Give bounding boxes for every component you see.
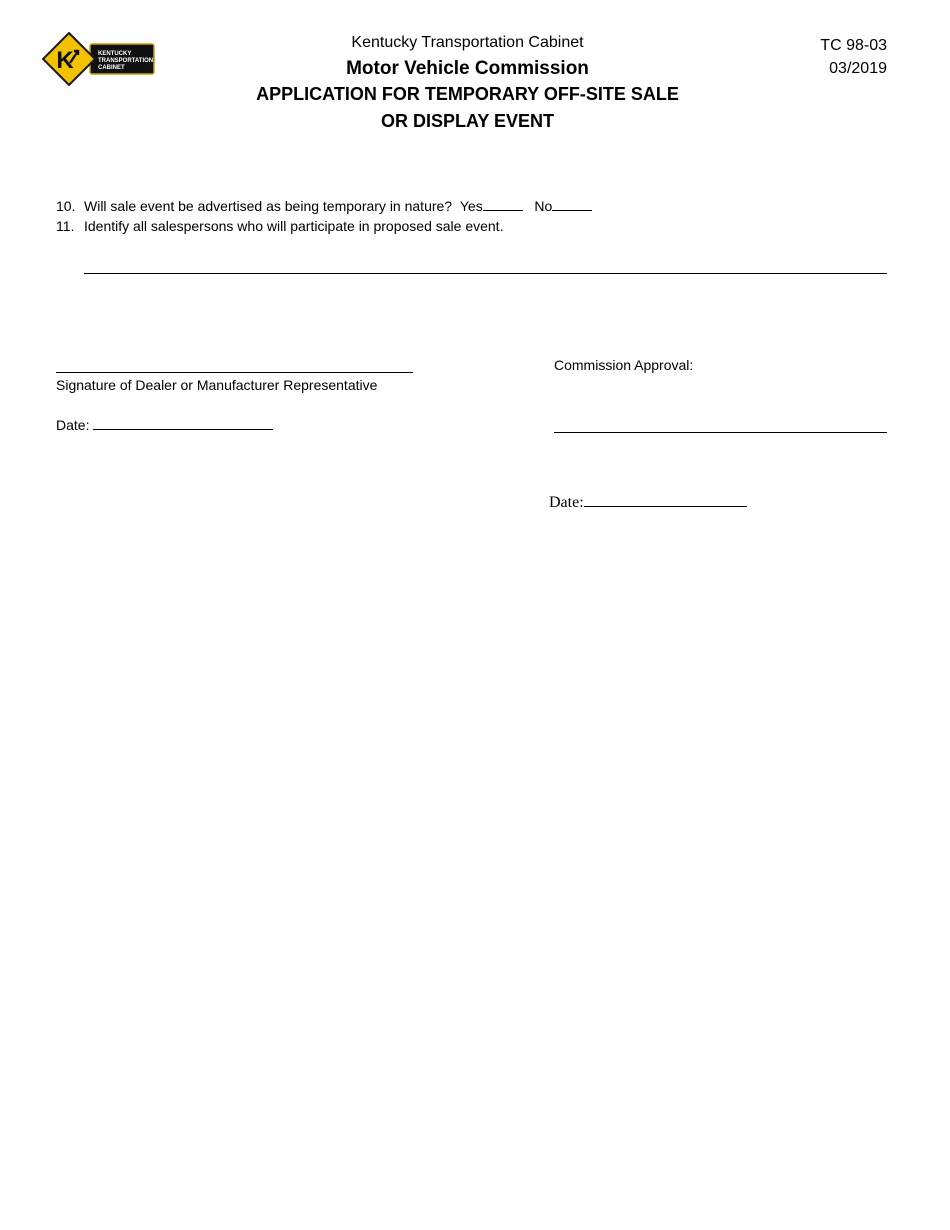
dealer-date-field[interactable] xyxy=(93,417,273,430)
commission-approval-signature-line[interactable] xyxy=(554,432,887,433)
question-11 xyxy=(56,218,503,234)
agency-name: Kentucky Transportation Cabinet xyxy=(351,34,584,51)
form-number: TC 98-03 xyxy=(820,37,887,54)
form-identifier xyxy=(820,34,887,80)
commission-approval-label: Commission Approval: xyxy=(554,357,694,373)
dealer-signature-line[interactable] xyxy=(56,372,413,373)
dealer-date xyxy=(56,417,273,433)
approval-date-label: Date: xyxy=(549,494,584,511)
no-label: No xyxy=(534,198,553,214)
question-number: 11. xyxy=(56,218,75,234)
yes-answer-field[interactable] xyxy=(483,198,523,211)
question-10 xyxy=(56,198,592,214)
yes-label: Yes xyxy=(459,198,483,214)
approval-date-field[interactable] xyxy=(584,494,747,507)
no-answer-field[interactable] xyxy=(552,198,592,211)
form-revision-date: 03/2019 xyxy=(829,60,887,77)
logo-line-1: KENTUCKY xyxy=(98,51,132,57)
signature-label: Signature of Dealer or Manufacturer Representative xyxy=(56,377,378,393)
question-number: 10. xyxy=(56,198,76,214)
form-title-line-1: APPLICATION FOR TEMPORARY OFF-SITE SALE xyxy=(256,84,679,104)
commission-name: Motor Vehicle Commission xyxy=(346,58,589,79)
form-title-line-2: OR DISPLAY EVENT xyxy=(380,111,555,131)
logo-line-3: CABINET xyxy=(98,65,125,71)
logo-line-2: TRANSPORTATION xyxy=(98,58,154,64)
salespersons-answer-line[interactable] xyxy=(84,273,887,274)
question-text: Will sale event be advertised as being temporary in nature? xyxy=(84,198,453,214)
logo-letter: K xyxy=(56,47,74,74)
dealer-date-label: Date: xyxy=(56,417,90,433)
approval-date xyxy=(549,494,747,512)
question-text: Identify all salespersons who will participate in proposed sale event. xyxy=(84,218,504,234)
